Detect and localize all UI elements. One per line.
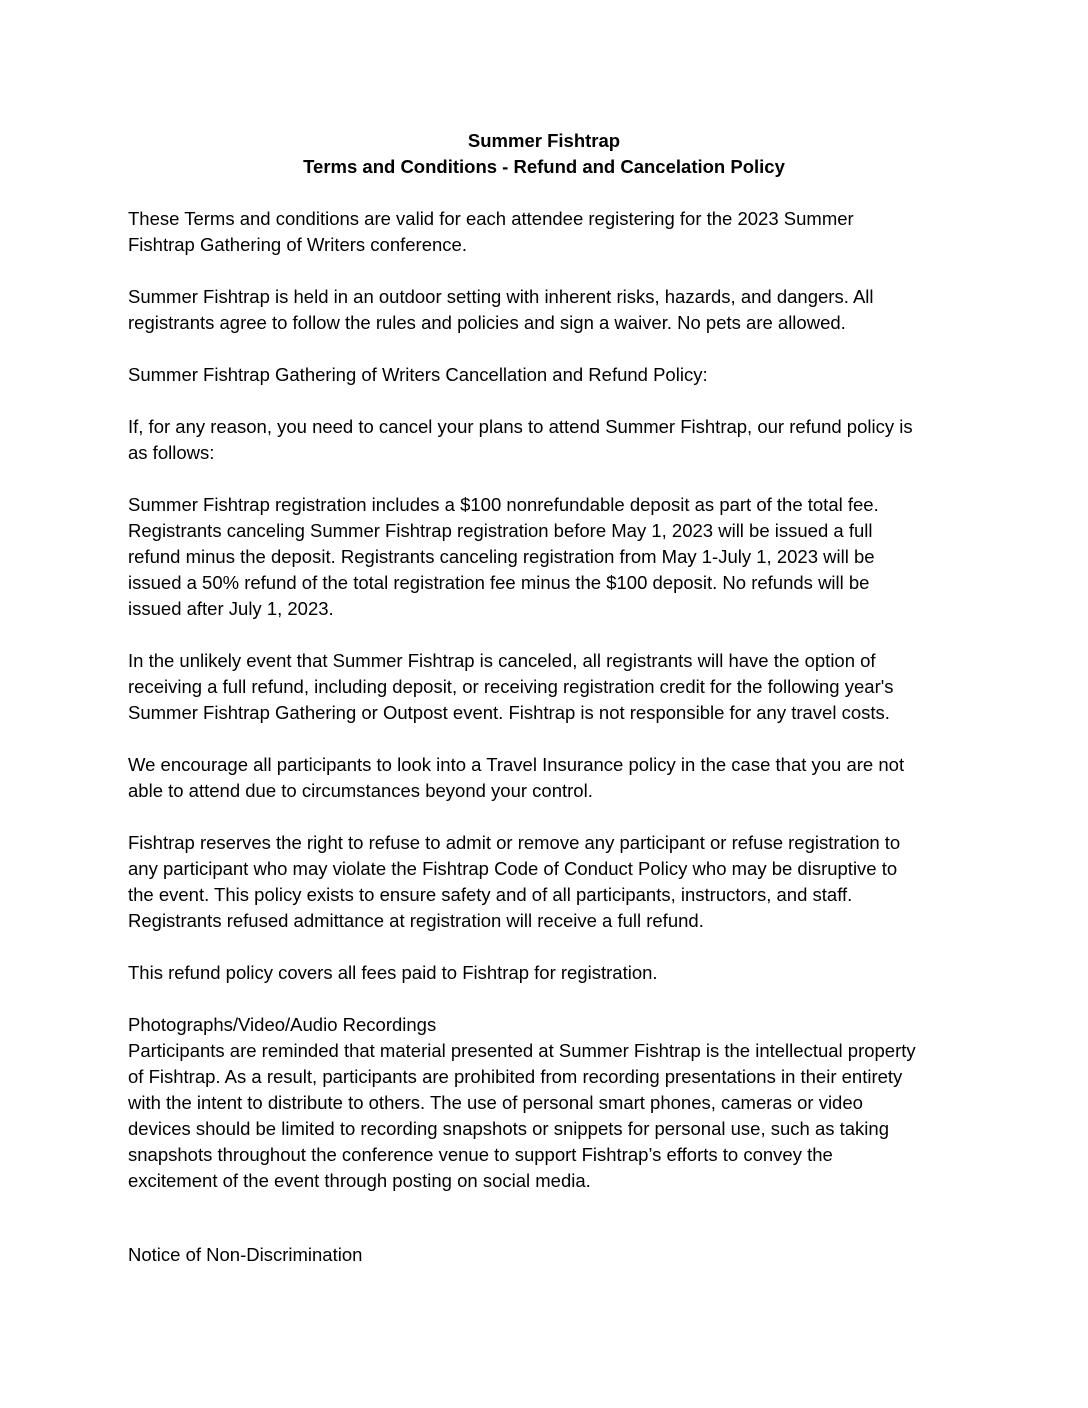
paragraph-spacer [128, 466, 968, 492]
paragraph-line: In the unlikely event that Summer Fishtrap is canceled, all registrants will have the option of [128, 650, 876, 671]
paragraph-line: Registrants refused admittance at registration will receive a full refund. [128, 910, 704, 931]
paragraph [128, 492, 968, 622]
paragraph-line: Summer Fishtrap registration includes a $100 nonrefundable deposit as part of the total fee. [128, 494, 879, 515]
paragraph-line: We encourage all participants to look into a Travel Insurance policy in the case that you are not [128, 754, 905, 775]
notice-section [128, 1242, 968, 1268]
paragraph-line: Summer Fishtrap Gathering of Writers Cancellation and Refund Policy: [128, 364, 708, 385]
paragraph [128, 1012, 968, 1194]
paragraph-spacer [128, 258, 968, 284]
paragraph [128, 752, 968, 804]
paragraph-line: excitement of the event through posting on social media. [128, 1170, 591, 1191]
paragraph [128, 284, 968, 336]
paragraph-line: Summer Fishtrap is held in an outdoor setting with inherent risks, hazards, and dangers. All [128, 286, 874, 307]
paragraph-line: If, for any reason, you need to cancel your plans to attend Summer Fishtrap, our refund policy is [128, 416, 913, 437]
paragraph [128, 206, 968, 258]
paragraph [128, 362, 968, 388]
paragraph-line: Fishtrap reserves the right to refuse to admit or remove any participant or refuse registration to [128, 832, 901, 853]
paragraph [128, 960, 968, 986]
paragraph [128, 830, 968, 934]
document-title: Summer Fishtrap [467, 130, 621, 151]
paragraph-line: snapshots throughout the conference venue to support Fishtrap’s efforts to convey the [128, 1144, 833, 1165]
paragraph-line: issued a 50% refund of the total registration fee minus the $100 deposit. No refunds will be [128, 572, 870, 593]
paragraph [128, 414, 968, 466]
paragraph-line: devices should be limited to recording snapshots or snippets for personal use, such as taking [128, 1118, 889, 1139]
paragraph-spacer [128, 986, 968, 1012]
title-block [0, 128, 1088, 180]
paragraph-line: Registrants canceling Summer Fishtrap registration before May 1, 2023 will be issued a full [128, 520, 873, 541]
paragraph-line: able to attend due to circumstances beyond your control. [128, 780, 593, 801]
paragraph-line: Photographs/Video/Audio Recordings [128, 1014, 437, 1035]
notice-heading: Notice of Non-Discrimination [128, 1244, 363, 1265]
paragraph-line: Participants are reminded that material presented at Summer Fishtrap is the intellectual property [128, 1040, 916, 1061]
document-subtitle: Terms and Conditions - Refund and Cancelation Policy [303, 156, 785, 177]
paragraph-spacer [128, 622, 968, 648]
paragraph-spacer [128, 726, 968, 752]
paragraph-spacer [128, 934, 968, 960]
paragraph-line: issued after July 1, 2023. [128, 598, 334, 619]
paragraph-line: registrants agree to follow the rules and policies and sign a waiver. No pets are allowed. [128, 312, 846, 333]
paragraph-line: This refund policy covers all fees paid to Fishtrap for registration. [128, 962, 658, 983]
paragraph-line: the event. This policy exists to ensure safety and of all participants, instructors, and staff. [128, 884, 853, 905]
paragraph-line: Summer Fishtrap Gathering or Outpost event. Fishtrap is not responsible for any travel costs. [128, 702, 890, 723]
document-body [128, 206, 968, 1194]
paragraph-line: any participant who may violate the Fishtrap Code of Conduct Policy who may be disruptive to [128, 858, 898, 879]
paragraph-spacer [128, 388, 968, 414]
paragraph [128, 648, 968, 726]
paragraph-line: receiving a full refund, including deposit, or receiving registration credit for the following year's [128, 676, 894, 697]
paragraph-line: refund minus the deposit. Registrants canceling registration from May 1-July 1, 2023 will be [128, 546, 875, 567]
paragraph-line: with the intent to distribute to others. The use of personal smart phones, cameras or video [128, 1092, 863, 1113]
paragraph-line: Fishtrap Gathering of Writers conference. [128, 234, 467, 255]
paragraph-spacer [128, 804, 968, 830]
paragraph-line: of Fishtrap. As a result, participants are prohibited from recording presentations in their entirety [128, 1066, 903, 1087]
paragraph-line: These Terms and conditions are valid for each attendee registering for the 2023 Summer [128, 208, 854, 229]
paragraph-spacer [128, 336, 968, 362]
paragraph-line: as follows: [128, 442, 215, 463]
